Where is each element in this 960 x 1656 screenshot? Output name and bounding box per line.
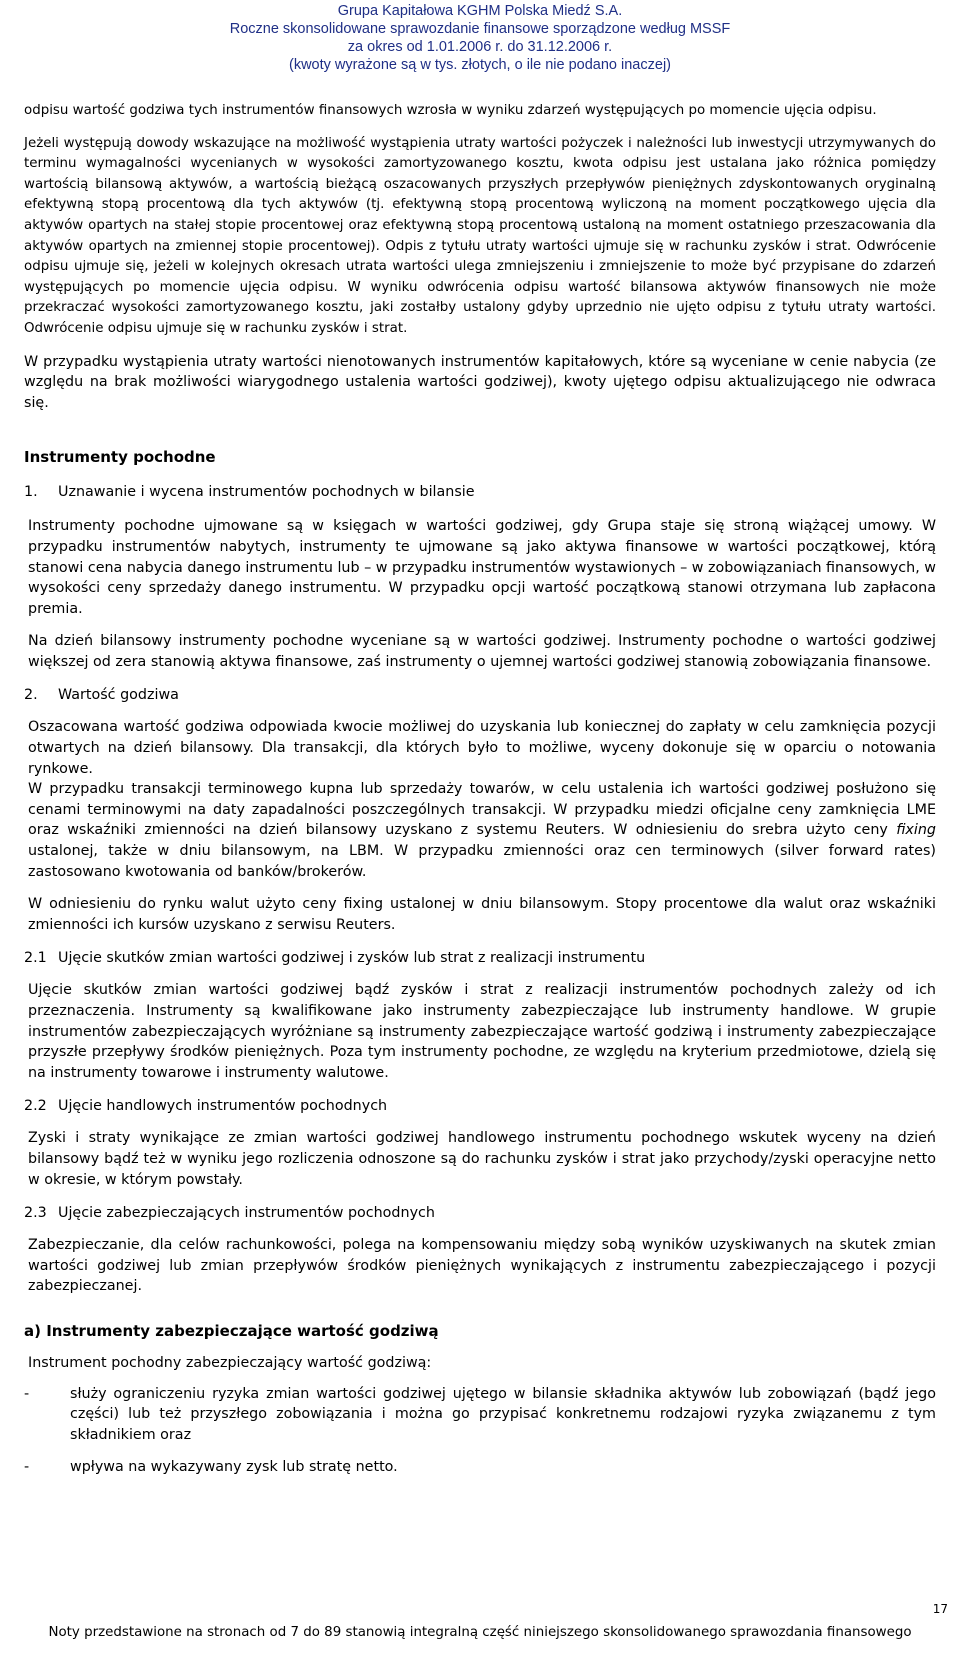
section-title-derivatives: Instrumenty pochodne: [24, 448, 216, 467]
header-units-note: (kwoty wyrażone są w tys. złotych, o ile nie podano inaczej): [288, 57, 671, 73]
subsection-title: Ujęcie handlowych instrumentów pochodnych: [58, 1098, 388, 1115]
paragraph-impairment-evidence-part2: efektywną stopą procentową wyliczoną na moment początkowego ujęcia dla aktywów opartych na stałej stopie procentowej oraz efektywną stopą procentową ustaloną na moment ostatniego przeszacowania dla aktywów opartych na zmiennej stopie procentowej). Odpis z tytułu utraty wartości ujmuje się w rachunku zysków i strat. Odwrócenie odpisu ujmuje się, jeżeli w kolejnych okresach utrata wartości ulega zmniejszeniu i zmniejszenie to może być przypisane do zdarzeń występujących po momencie ujęcia odpisu. W wyniku odwrócenia odpisu wartość bilansowa aktywów finansowych nie może przekraczać wysokości zamortyzowanego kosztu, jaki zostałby ustalony gdyby uprzednio nie ujęto odpisu z tytułu utraty wartości. Odwrócenie odpisu ujmuje się w rachunku zysków i strat.: [24, 197, 936, 336]
subsection-number: 2.1: [24, 950, 47, 967]
fair-value-commodities-part2: ustalonej, także w dniu bilansowym, na LBM. W przypadku zmienności oraz cen terminowych (silver forward rates) zastosowano kwotowania od banków/brokerów.: [28, 843, 936, 880]
subsection-title: Wartość godziwa: [58, 687, 179, 704]
header-report-title: Roczne skonsolidowane sprawozdanie finansowe sporządzone według MSSF: [229, 21, 731, 37]
paragraph-fair-value-commodities: [24, 779, 936, 882]
list-bullet: -: [24, 1385, 30, 1402]
subsection-heading-2-2: [24, 1096, 936, 1116]
fair-value-commodities-part1: W przypadku transakcji terminowego kupna lub sprzedaży towarów, w celu ustalenia ich wartości godziwej posłużono się cenami terminowymi na daty zapadalności poszczególnych transakcji. W przypadku miedzi oficjalne ceny zamknięcia LME oraz wskaźniki zmienności na dzień bilansowy uzyskano z systemu Reuters. W odniesieniu do srebra użyto ceny: [28, 781, 936, 839]
subsection-title: Uznawanie i wycena instrumentów pochodnych w bilansie: [58, 484, 475, 501]
document-header: [0, 2, 960, 74]
list-item: [24, 1384, 936, 1446]
section-title-fair-value-hedges: a) Instrumenty zabezpieczające wartość godziwą: [24, 1321, 439, 1340]
subsection-title: Ujęcie skutków zmian wartości godziwej i zysków lub strat z realizacji instrumentu: [58, 950, 646, 967]
header-company: Grupa Kapitałowa KGHM Polska Miedź S.A.: [337, 3, 623, 19]
paragraph-hedging-derivatives: Zabezpieczanie, dla celów rachunkowości, polega na kompensowaniu między sobą wyników uzyskiwanych na skutek zmian wartości godziwej lub zmian przepływów środków pieniężnych wynikających z instrumentu zabezpieczającego i pozycji zabezpieczanej.: [28, 1237, 936, 1295]
list-item: [24, 1457, 936, 1478]
paragraph-fair-value-hedge-intro: Instrument pochodny zabezpieczający wartość godziwą:: [28, 1354, 432, 1371]
paragraph-impairment-evidence-part1: Jeżeli występują dowody wskazujące na możliwość wystąpienia utraty wartości pożyczek i należności lub inwestycji utrzymywanych do terminu wymagalności wycenianych w wysokości zamortyzowanego kosztu, kwota odpisu jest ustalana jako różnica pomiędzy wartością bilansową aktywów, a wartością bieżącą oszacowanych przyszłych przepływów pieniężnych zdyskontowanych oryginalną efektywną stopą procentową dla tych aktywów (tj.: [24, 135, 936, 213]
subsection-number: 2.: [24, 687, 38, 704]
fixing-term: fixing: [896, 822, 936, 839]
paragraph-impairment-reversal: odpisu wartość godziwa tych instrumentów finansowych wzrosła w wyniku zdarzeń występujących po momencie ujęcia odpisu.: [24, 103, 877, 118]
subsection-heading-1: [24, 482, 936, 502]
subsection-heading-2-3: [24, 1203, 936, 1223]
subsection-heading-2: [24, 685, 936, 705]
list-bullet: -: [24, 1459, 30, 1476]
subsection-title: Ujęcie zabezpieczających instrumentów pochodnych: [58, 1205, 435, 1222]
paragraph-fair-value-estimate: Oszacowana wartość godziwa odpowiada kwocie możliwej do uzyskania lub koniecznej do zapłaty w celu zamknięcia pozycji otwartych na dzień bilansowy. Dla transakcji, dla których było to możliwe, wyceny dokonuje się w oparciu o notowania rynkowe.: [28, 719, 936, 777]
subsection-number: 2.2: [24, 1098, 47, 1115]
header-period: za okres od 1.01.2006 r. do 31.12.2006 r.: [347, 39, 613, 55]
subsection-number: 2.3: [24, 1205, 47, 1222]
fair-value-hedge-list: [24, 1384, 936, 1478]
paragraph-trading-derivatives: Zyski i straty wynikające ze zmian wartości godziwej handlowego instrumentu pochodnego wskutek wyceny na dzień bilansowy bądź też w wyniku jego rozliczenia odnoszone są do rachunku zysków i strat jako przychody/zyski operacyjne netto w okresie, w którym powstały.: [28, 1130, 936, 1188]
paragraph-fair-value-currency: W odniesieniu do rynku walut użyto ceny fixing ustalonej w dniu bilansowym. Stopy procentowe dla walut oraz wskaźniki zmienności ich kursów uzyskano z serwisu Reuters.: [28, 896, 936, 933]
footer-note: Noty przedstawione na stronach od 7 do 89 stanowią integralną część niniejszego skonsolidowanego sprawozdania finansowego: [48, 1625, 912, 1640]
document-body: [24, 101, 936, 1478]
paragraph-derivative-recognition: Instrumenty pochodne ujmowane są w księgach w wartości godziwej, gdy Grupa staje się stroną wiążącej umowy. W przypadku instrumentów nabytych, instrumenty te ujmowane są jako aktywa finansowe w wartości początkowej, którą stanowi cena nabycia danego instrumentu lub – w przypadku instrumentów wystawionych – w zobowiązaniach finansowych, w wysokości ceny sprzedaży danego instrumentu. W przypadku opcji wartość początkową stanowi otrzymana lub zapłacona premia.: [28, 518, 936, 617]
paragraph-impairment-evidence: [24, 134, 936, 340]
paragraph-unquoted-equity: W przypadku wystąpienia utraty wartości nienotowanych instrumentów kapitałowych, które są wyceniane w cenie nabycia (ze względu na brak możliwości wiarygodnego ustalenia wartości godziwej), kwoty ujętego odpisu aktualizującego nie odwraca się.: [24, 353, 936, 411]
subsection-heading-2-1: [24, 948, 936, 968]
list-item-text: wpływa na wykazywany zysk lub stratę netto.: [70, 1459, 398, 1476]
page-number: 17: [932, 1602, 948, 1616]
paragraph-fair-value-changes: Ujęcie skutków zmian wartości godziwej bądź zysków i strat z realizacji instrumentów pochodnych zależy od ich przeznaczenia. Instrumenty są kwalifikowane jako instrumenty zabezpieczające lub instrumenty handlowe. W grupie instrumentów zabezpieczających wyróżniane są instrumenty zabezpieczające wartość godziwą i instrumenty zabezpieczające przyszłe przepływy środków pieniężnych. Poza tym instrumenty pochodne, ze względu na kryterium przedmiotowe, dzielą się na instrumenty towarowe i instrumenty walutowe.: [28, 982, 936, 1081]
paragraph-derivative-valuation: Na dzień bilansowy instrumenty pochodne wyceniane są w wartości godziwej. Instrumenty pochodne o wartości godziwej większej od zera stanowią aktywa finansowe, zaś instrumenty o ujemnej wartości godziwej stanowią zobowiązania finansowe.: [28, 633, 936, 670]
subsection-number: 1.: [24, 484, 38, 501]
list-item-text: służy ograniczeniu ryzyka zmian wartości godziwej ujętego w bilansie składnika aktywów lub zobowiązań (bądź jego części) lub też przyszłego zobowiązania i można go przypisać konkretnemu rodzajowi ryzyka związanemu z tym składnikiem oraz: [70, 1385, 936, 1443]
